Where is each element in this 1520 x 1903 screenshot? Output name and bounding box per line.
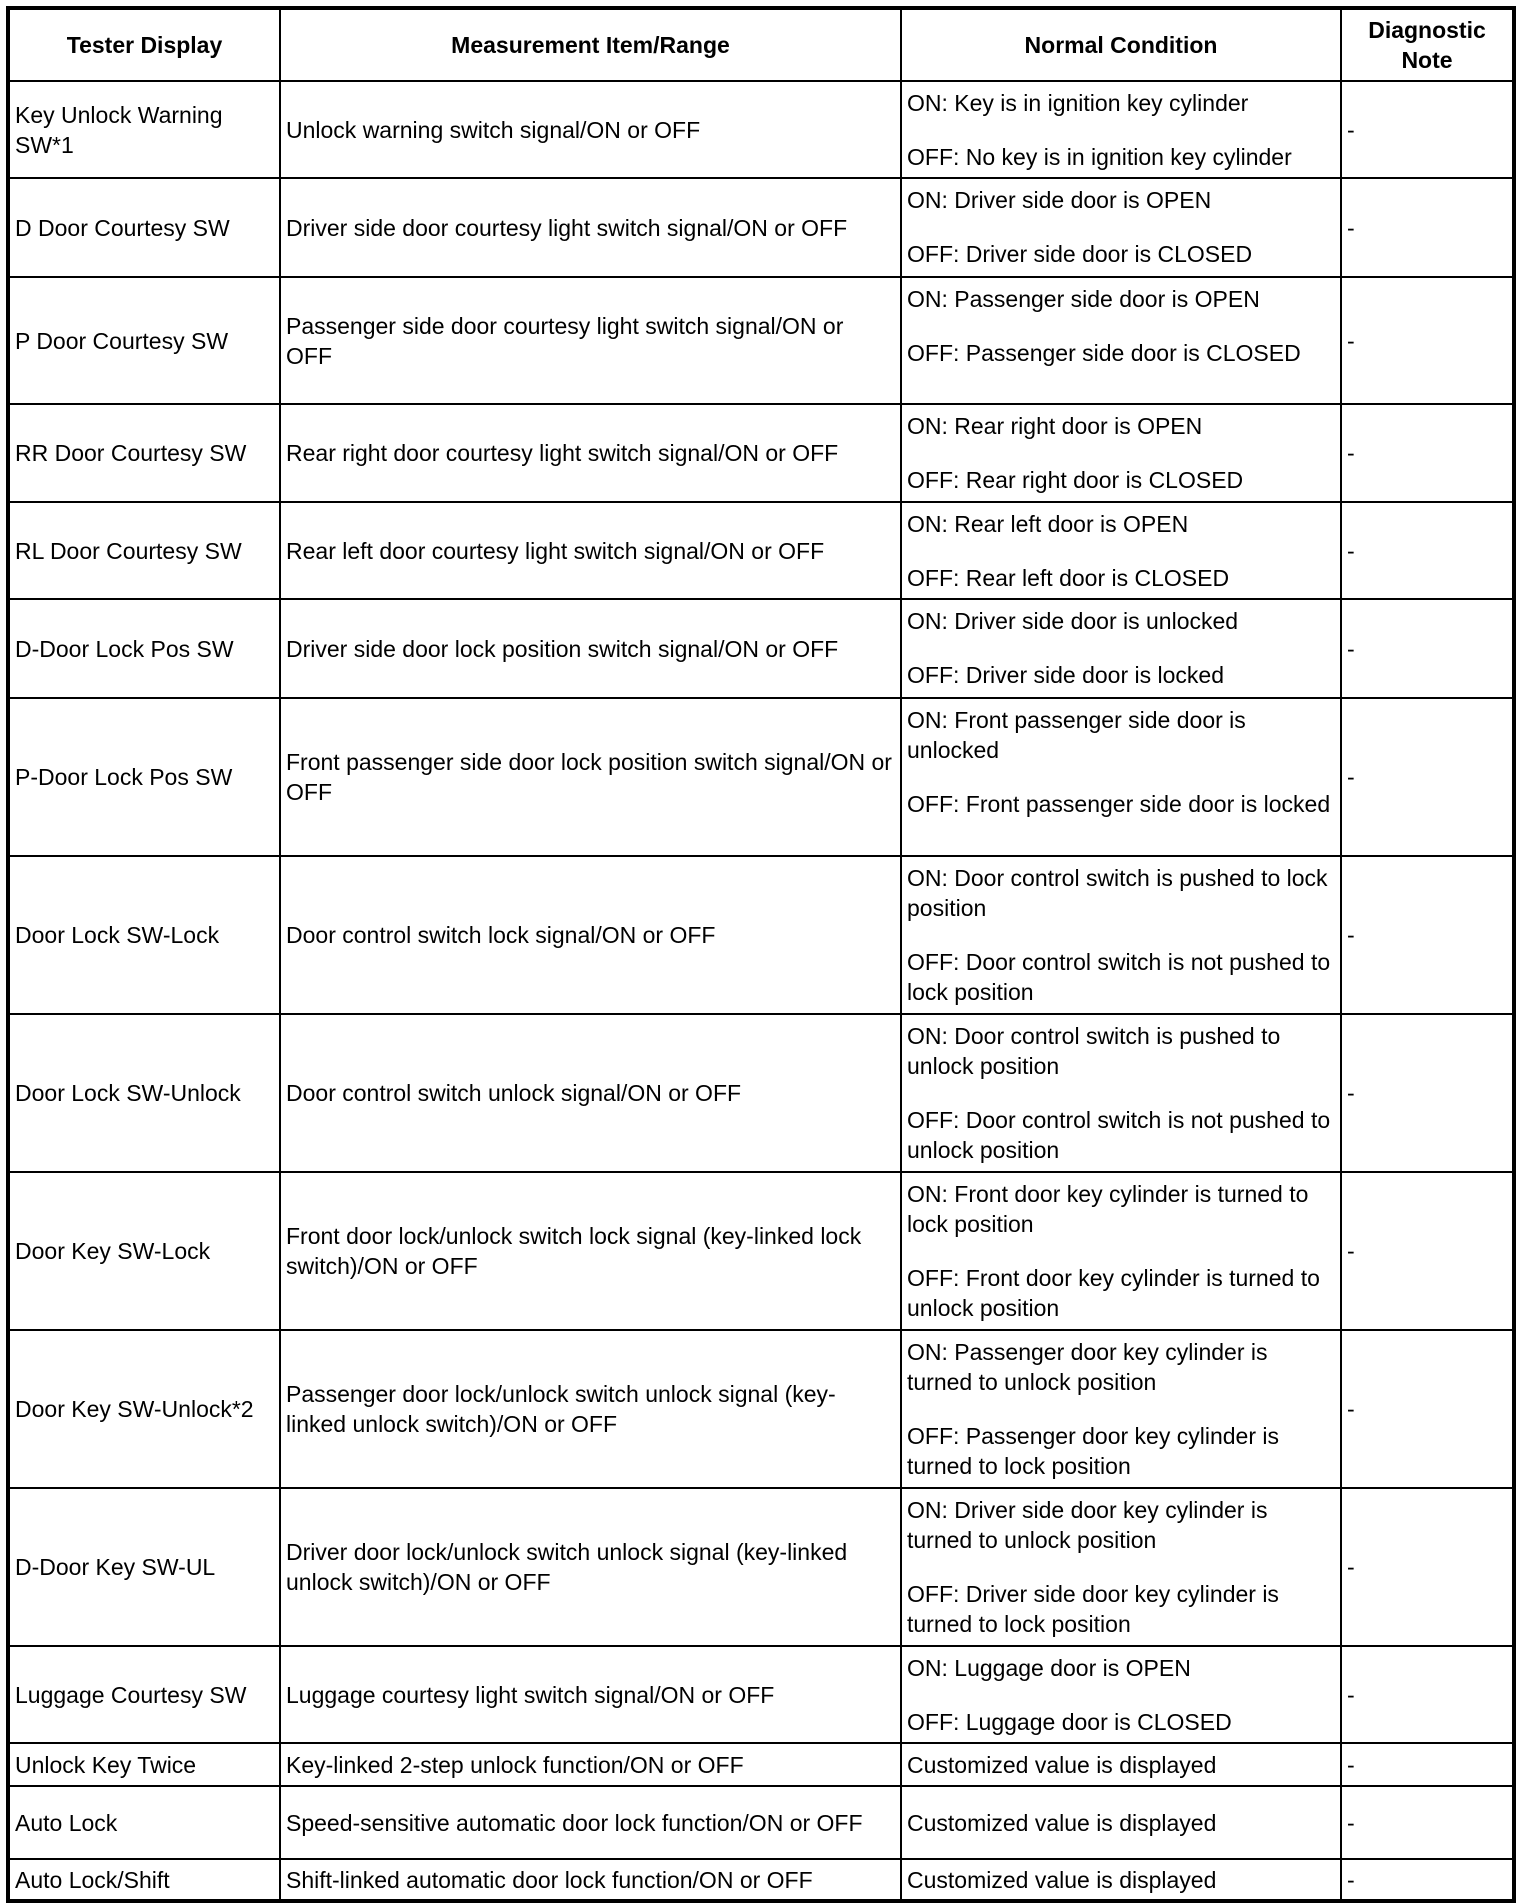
condition-on: ON: Driver side door is OPEN bbox=[907, 187, 1212, 213]
condition-off: OFF: Driver side door is CLOSED bbox=[907, 241, 1253, 267]
table-row bbox=[8, 81, 1514, 178]
normal-condition-cell bbox=[901, 277, 1341, 404]
tester-display-cell: Door Lock SW-Unlock bbox=[8, 1014, 280, 1172]
tester-display-cell: Door Lock SW-Lock bbox=[8, 856, 280, 1014]
condition-on: ON: Front door key cylinder is turned to lock position bbox=[907, 1181, 1309, 1237]
tester-display-cell: RL Door Courtesy SW bbox=[8, 502, 280, 599]
normal-condition-cell bbox=[901, 698, 1341, 856]
normal-condition-cell bbox=[901, 81, 1341, 178]
measurement-item-cell: Luggage courtesy light switch signal/ON or OFF bbox=[280, 1646, 901, 1743]
tester-display-cell: RR Door Courtesy SW bbox=[8, 404, 280, 502]
measurement-item-cell: Passenger door lock/unlock switch unlock signal (key-linked unlock switch)/ON or OFF bbox=[280, 1330, 901, 1488]
condition-off: OFF: Rear right door is CLOSED bbox=[907, 467, 1244, 493]
measurement-item-cell: Driver side door lock position switch signal/ON or OFF bbox=[280, 599, 901, 698]
diagnostic-note-cell: - bbox=[1341, 856, 1514, 1014]
normal-condition-cell bbox=[901, 1172, 1341, 1330]
condition-on: ON: Door control switch is pushed to lock position bbox=[907, 865, 1328, 921]
condition-on: ON: Passenger door key cylinder is turned to unlock position bbox=[907, 1339, 1268, 1395]
normal-condition-cell bbox=[901, 404, 1341, 502]
normal-condition-cell bbox=[901, 178, 1341, 277]
normal-condition-cell: Customized value is displayed bbox=[901, 1786, 1341, 1859]
tester-display-cell: P Door Courtesy SW bbox=[8, 277, 280, 404]
diagnostic-note-cell: - bbox=[1341, 502, 1514, 599]
measurement-item-cell: Shift-linked automatic door lock function/ON or OFF bbox=[280, 1859, 901, 1901]
table-row bbox=[8, 1859, 1514, 1901]
normal-condition-cell bbox=[901, 502, 1341, 599]
tester-display-cell: Luggage Courtesy SW bbox=[8, 1646, 280, 1743]
table-row bbox=[8, 1786, 1514, 1859]
diagnostic-note-cell: - bbox=[1341, 1330, 1514, 1488]
measurement-item-cell: Unlock warning switch signal/ON or OFF bbox=[280, 81, 901, 178]
condition-off: OFF: Driver side door is locked bbox=[907, 662, 1224, 688]
tester-display-cell: P-Door Lock Pos SW bbox=[8, 698, 280, 856]
normal-condition-cell bbox=[901, 1014, 1341, 1172]
diagnostic-note-cell: - bbox=[1341, 81, 1514, 178]
normal-condition-cell bbox=[901, 1330, 1341, 1488]
condition-on: ON: Key is in ignition key cylinder bbox=[907, 90, 1249, 116]
measurement-item-cell: Front door lock/unlock switch lock signal (key-linked lock switch)/ON or OFF bbox=[280, 1172, 901, 1330]
condition-off: OFF: Front door key cylinder is turned to unlock position bbox=[907, 1265, 1320, 1321]
tester-display-cell: D-Door Lock Pos SW bbox=[8, 599, 280, 698]
condition-on: ON: Rear left door is OPEN bbox=[907, 511, 1189, 537]
diagnostic-note-cell: - bbox=[1341, 404, 1514, 502]
header-tester-display: Tester Display bbox=[8, 8, 280, 81]
tester-display-cell: D Door Courtesy SW bbox=[8, 178, 280, 277]
table-row bbox=[8, 1743, 1514, 1786]
table-row bbox=[8, 856, 1514, 1014]
condition-on: ON: Luggage door is OPEN bbox=[907, 1655, 1191, 1681]
condition-on: ON: Door control switch is pushed to unlock position bbox=[907, 1023, 1281, 1079]
tester-display-cell: D-Door Key SW-UL bbox=[8, 1488, 280, 1646]
condition-off: OFF: Rear left door is CLOSED bbox=[907, 565, 1230, 591]
table-row bbox=[8, 1330, 1514, 1488]
measurement-item-cell: Driver door lock/unlock switch unlock signal (key-linked unlock switch)/ON or OFF bbox=[280, 1488, 901, 1646]
normal-condition-cell bbox=[901, 599, 1341, 698]
condition-on: ON: Rear right door is OPEN bbox=[907, 413, 1203, 439]
condition-on: ON: Front passenger side door is unlocked bbox=[907, 707, 1246, 763]
tester-display-cell: Key Unlock Warning SW*1 bbox=[8, 81, 280, 178]
condition-on: ON: Driver side door is unlocked bbox=[907, 608, 1239, 634]
measurement-item-cell: Door control switch lock signal/ON or OFF bbox=[280, 856, 901, 1014]
diagnostic-note-cell: - bbox=[1341, 178, 1514, 277]
tester-display-cell: Auto Lock bbox=[8, 1786, 280, 1859]
tester-display-cell: Door Key SW-Lock bbox=[8, 1172, 280, 1330]
data-monitor-table bbox=[6, 6, 1516, 1903]
table-row bbox=[8, 599, 1514, 698]
table-row bbox=[8, 178, 1514, 277]
normal-condition-cell bbox=[901, 856, 1341, 1014]
tester-display-cell: Auto Lock/Shift bbox=[8, 1859, 280, 1901]
diagnostic-note-cell: - bbox=[1341, 1172, 1514, 1330]
table-row bbox=[8, 698, 1514, 856]
condition-off: OFF: Luggage door is CLOSED bbox=[907, 1709, 1232, 1735]
condition-off: OFF: Passenger side door is CLOSED bbox=[907, 340, 1301, 366]
condition-off: OFF: Driver side door key cylinder is turned to lock position bbox=[907, 1581, 1279, 1637]
measurement-item-cell: Rear left door courtesy light switch signal/ON or OFF bbox=[280, 502, 901, 599]
table-row bbox=[8, 1014, 1514, 1172]
tester-display-cell: Unlock Key Twice bbox=[8, 1743, 280, 1786]
diagnostic-note-cell: - bbox=[1341, 1646, 1514, 1743]
table-row bbox=[8, 277, 1514, 404]
diagnostic-note-cell: - bbox=[1341, 1786, 1514, 1859]
header-diagnostic-note: Diagnostic Note bbox=[1341, 8, 1514, 81]
measurement-item-cell: Key-linked 2-step unlock function/ON or OFF bbox=[280, 1743, 901, 1786]
measurement-item-cell: Driver side door courtesy light switch signal/ON or OFF bbox=[280, 178, 901, 277]
diagnostic-note-cell: - bbox=[1341, 1488, 1514, 1646]
condition-off: OFF: Door control switch is not pushed to lock position bbox=[907, 949, 1331, 1005]
table-row bbox=[8, 502, 1514, 599]
diagnostic-note-cell: - bbox=[1341, 698, 1514, 856]
normal-condition-cell: Customized value is displayed bbox=[901, 1859, 1341, 1901]
condition-off: OFF: Door control switch is not pushed to unlock position bbox=[907, 1107, 1331, 1163]
diagnostic-note-cell: - bbox=[1341, 1859, 1514, 1901]
condition-on: ON: Driver side door key cylinder is turned to unlock position bbox=[907, 1497, 1268, 1553]
table-row bbox=[8, 1172, 1514, 1330]
tester-display-cell: Door Key SW-Unlock*2 bbox=[8, 1330, 280, 1488]
condition-off: OFF: Front passenger side door is locked bbox=[907, 791, 1331, 817]
diagnostic-note-cell: - bbox=[1341, 1014, 1514, 1172]
measurement-item-cell: Speed-sensitive automatic door lock function/ON or OFF bbox=[280, 1786, 901, 1859]
table-row bbox=[8, 404, 1514, 502]
normal-condition-cell bbox=[901, 1488, 1341, 1646]
diagnostic-note-cell: - bbox=[1341, 1743, 1514, 1786]
condition-off: OFF: No key is in ignition key cylinder bbox=[907, 144, 1292, 170]
table-row bbox=[8, 1646, 1514, 1743]
diagnostic-note-cell: - bbox=[1341, 277, 1514, 404]
diagnostic-note-cell: - bbox=[1341, 599, 1514, 698]
header-measurement-item: Measurement Item/Range bbox=[280, 8, 901, 81]
table-row bbox=[8, 1488, 1514, 1646]
header-normal-condition: Normal Condition bbox=[901, 8, 1341, 81]
measurement-item-cell: Rear right door courtesy light switch signal/ON or OFF bbox=[280, 404, 901, 502]
condition-on: ON: Passenger side door is OPEN bbox=[907, 286, 1260, 312]
normal-condition-cell: Customized value is displayed bbox=[901, 1743, 1341, 1786]
condition-off: OFF: Passenger door key cylinder is turned to lock position bbox=[907, 1423, 1279, 1479]
measurement-item-cell: Door control switch unlock signal/ON or OFF bbox=[280, 1014, 901, 1172]
header-row bbox=[8, 8, 1514, 81]
measurement-item-cell: Front passenger side door lock position switch signal/ON or OFF bbox=[280, 698, 901, 856]
measurement-item-cell: Passenger side door courtesy light switch signal/ON or OFF bbox=[280, 277, 901, 404]
normal-condition-cell bbox=[901, 1646, 1341, 1743]
